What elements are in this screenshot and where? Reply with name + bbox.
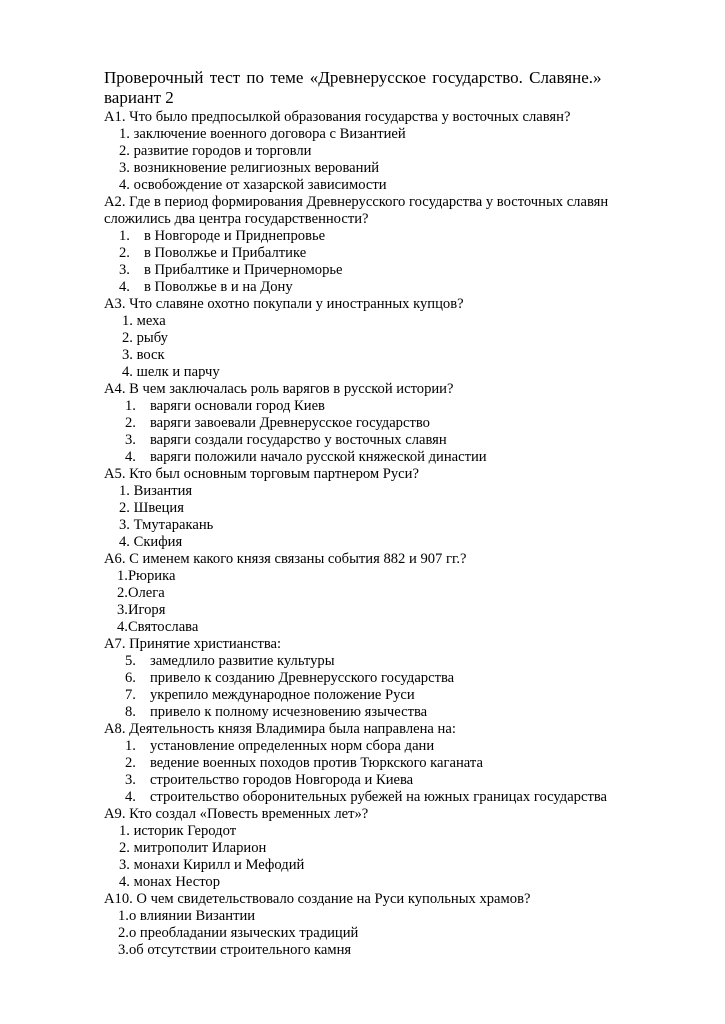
- question-a10: А10. О чем свидетельствовало создание на Руси купольных храмов?: [104, 891, 531, 907]
- option-label: ведение военных походов против Тюркского каганата: [149, 755, 483, 771]
- option: [125, 670, 454, 687]
- option: 1.Рюрика: [117, 568, 176, 584]
- option: [119, 228, 325, 245]
- option-label: варяги основали город Киев: [149, 398, 325, 414]
- option: 2. рыбу: [122, 330, 168, 346]
- option: [125, 772, 413, 789]
- option: [125, 449, 487, 466]
- option: [119, 279, 293, 296]
- option: 3.об отсутствии строительного камня: [118, 942, 352, 958]
- option: 1.о влиянии Византии: [118, 908, 256, 924]
- option-number: 6.: [125, 670, 136, 686]
- option-label: замедлило развитие культуры: [149, 653, 335, 669]
- option-label: в Поволжье и Прибалтике: [143, 245, 307, 261]
- option-number: 2.: [125, 755, 136, 771]
- option-number: 5.: [125, 653, 136, 669]
- option: 4. освобождение от хазарской зависимости: [119, 177, 387, 193]
- option: 4. шелк и парчу: [122, 364, 220, 380]
- option: 3. Тмутаракань: [119, 517, 214, 533]
- option: [119, 245, 306, 262]
- question-a9: А9. Кто создал «Повесть временных лет»?: [104, 806, 369, 822]
- option-number: 2.: [125, 415, 136, 431]
- option: 2. развитие городов и торговли: [119, 143, 312, 159]
- option-number: 3.: [125, 432, 136, 448]
- option-number: 1.: [125, 738, 136, 754]
- option: [125, 687, 415, 704]
- option-label: строительство городов Новгорода и Киева: [149, 772, 414, 788]
- option: [125, 738, 434, 755]
- option-number: 3.: [125, 772, 136, 788]
- option: 3. монахи Кирилл и Мефодий: [119, 857, 305, 873]
- option: [125, 704, 427, 721]
- option: 1. меха: [122, 313, 166, 329]
- title-line-1: Проверочный тест по теме «Древнерусское государство. Славяне.»: [104, 68, 602, 87]
- option: [125, 398, 325, 415]
- option: 1. историк Геродот: [119, 823, 237, 839]
- option: 4. монах Нестор: [119, 874, 220, 890]
- question-a8: А8. Деятельность князя Владимира была направлена на:: [104, 721, 456, 737]
- option: [125, 755, 483, 772]
- option: 4. Скифия: [119, 534, 183, 550]
- option: [125, 415, 430, 432]
- option-label: привело к созданию Древнерусского государства: [149, 670, 455, 686]
- test-title: [104, 68, 624, 108]
- option-number: 4.: [119, 279, 130, 295]
- option: 1. заключение военного договора с Византией: [119, 126, 406, 142]
- option: 3. возникновение религиозных верований: [119, 160, 380, 176]
- option: 3. воск: [122, 347, 165, 363]
- option-number: 1.: [125, 398, 136, 414]
- question-a1: А1. Что было предпосылкой образования государства у восточных славян?: [104, 109, 571, 125]
- option-number: 2.: [119, 245, 130, 261]
- option: 2.о преобладании языческих традиций: [118, 925, 359, 941]
- option: 2.Олега: [117, 585, 165, 601]
- option-label: варяги создали государство у восточных славян: [149, 432, 447, 448]
- question-a6: А6. С именем какого князя связаны события 882 и 907 гг.?: [104, 551, 467, 567]
- option-number: 3.: [119, 262, 130, 278]
- question-a5: А5. Кто был основным торговым партнером Руси?: [104, 466, 419, 482]
- option-label: привело к полному исчезновению язычества: [149, 704, 428, 720]
- question-a2-line-1: А2. Где в период формирования Древнерусского государства у восточных славян: [104, 194, 609, 210]
- question-a3: А3. Что славяне охотно покупали у иностранных купцов?: [104, 296, 464, 312]
- option-number: 8.: [125, 704, 136, 720]
- option: [125, 789, 607, 806]
- option-label: установление определенных норм сбора дани: [149, 738, 435, 754]
- option-label: строительство оборонительных рубежей на южных границах государства: [149, 789, 608, 805]
- option: 4.Святослава: [117, 619, 199, 635]
- option: [125, 432, 447, 449]
- option: 2. митрополит Иларион: [119, 840, 267, 856]
- question-a2-line-2: сложились два центра государственности?: [104, 211, 369, 227]
- option-label: в Поволжье в и на Дону: [143, 279, 293, 295]
- option-label: в Новгороде и Приднепровье: [143, 228, 326, 244]
- option: 1. Византия: [119, 483, 193, 499]
- option-label: варяги положили начало русской княжеской династии: [149, 449, 487, 465]
- option-label: в Прибалтике и Причерноморье: [143, 262, 343, 278]
- option-number: 4.: [125, 449, 136, 465]
- option-number: 1.: [119, 228, 130, 244]
- option: [119, 262, 343, 279]
- option-number: 4.: [125, 789, 136, 805]
- question-a4: А4. В чем заключалась роль варягов в русской истории?: [104, 381, 454, 397]
- option-number: 7.: [125, 687, 136, 703]
- question-a7: А7. Принятие христианства:: [104, 636, 282, 652]
- title-line-2: вариант 2: [104, 88, 174, 107]
- option: 3.Игоря: [117, 602, 166, 618]
- option: [125, 653, 335, 670]
- option-label: варяги завоевали Древнерусское государство: [149, 415, 430, 431]
- option: 2. Швеция: [119, 500, 184, 516]
- option-label: укрепило международное положение Руси: [149, 687, 415, 703]
